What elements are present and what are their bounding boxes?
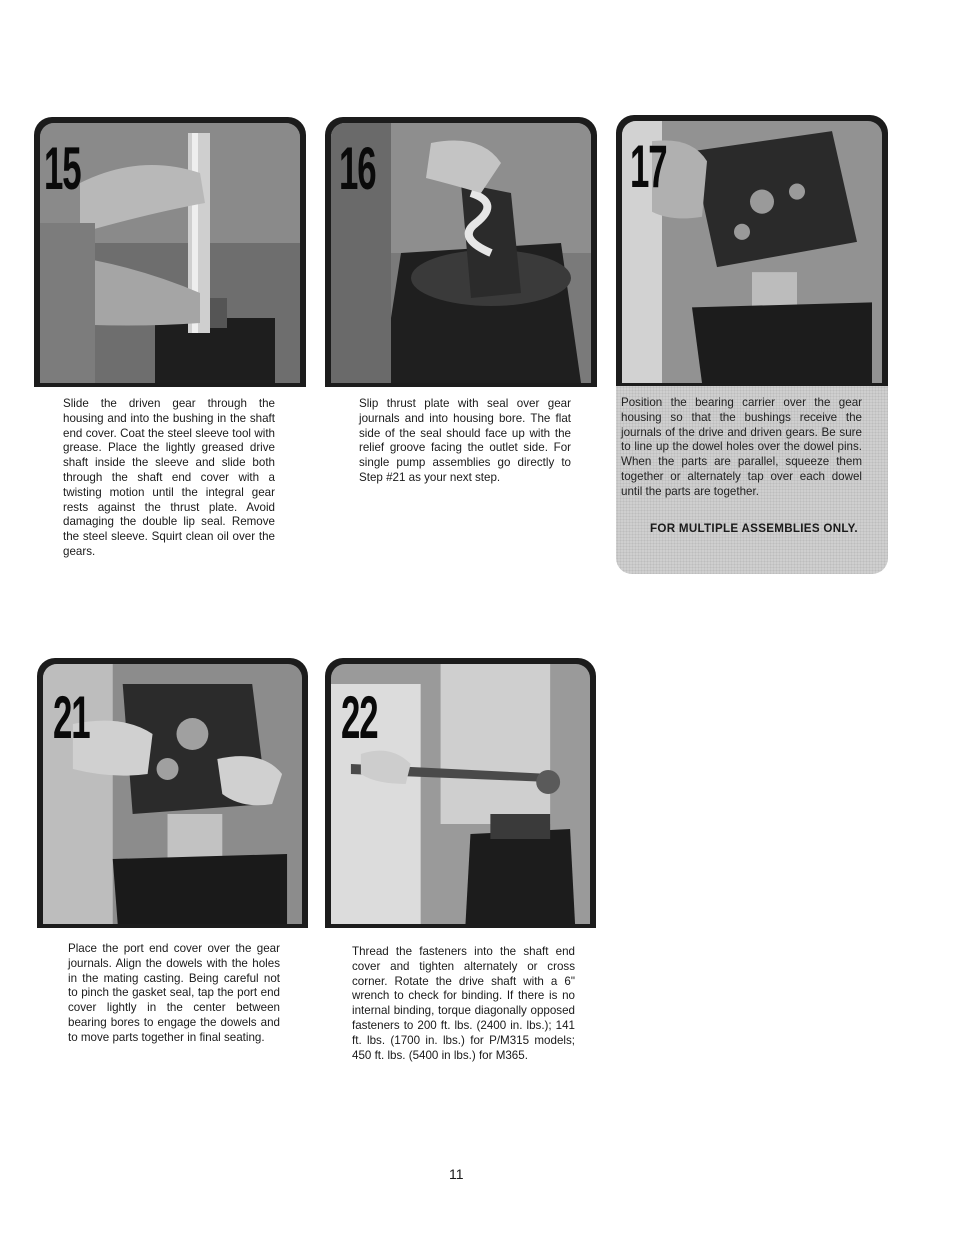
step-number: 21: [53, 684, 90, 751]
step-17-description: Position the bearing carrier over the gear housing so that the bushings receive the journals of the drive and driven gears. Be sure to line up the dowel holes over the dowel pins. When the parts are parallel, squeeze them together or alternately tap over each dowel until the parts are together.: [621, 396, 862, 498]
step-number: 16: [339, 135, 376, 202]
step-15-description: Slide the driven gear through the housing and into the bushing in the shaft end cover. Coat the steel sleeve tool with grease. Place the lightly greased drive shaft inside the sleeve and slide both through the shaft end cover with a twisting motion until the integral gear rests against the thrust plate. Avoid damaging the double lip seal. Remove the steel sleeve. Squirt clean oil over the gears.: [63, 397, 275, 558]
step-21-photo: [37, 658, 308, 928]
step-22-description: Thread the fasteners into the shaft end cover and tighten alternately or cross corner. Rotate the drive shaft with a 6" wrench to check for binding. If there is no internal binding, torque diagonally opposed fasteners to 200 ft. lbs. (2400 in. lbs.); 141 ft. lbs. (1700 in. lbs.) for P/M315 models; 450 ft. lbs. (5400 in lbs.) for M365.: [352, 945, 575, 1062]
step-16-description: Slip thrust plate with seal over gear journals and into housing bore. The flat side of the seal should face up with the relief groove facing the outlet side. For single pump assemblies go directly to Step #21 as your next step.: [359, 397, 571, 484]
step-15-photo: [34, 117, 306, 387]
step-number: 17: [630, 133, 667, 200]
step-17-photo: [616, 115, 888, 387]
step-22-photo: [325, 658, 596, 928]
step-21-description: Place the port end cover over the gear journals. Align the dowels with the holes in the mating casting. Being careful not to pinch the gasket seal, tap the port end cover lightly in the center between bearing bores to engage the dowels and to move parts together in final seating.: [68, 942, 280, 1044]
step-16-photo: [325, 117, 597, 387]
step-17-shaded-panel: [616, 386, 888, 574]
multiple-assemblies-note: FOR MULTIPLE ASSEMBLIES ONLY.: [650, 521, 858, 535]
page-number: 11: [449, 1166, 464, 1182]
step-number: 15: [44, 135, 81, 202]
step-number: 22: [341, 684, 378, 751]
